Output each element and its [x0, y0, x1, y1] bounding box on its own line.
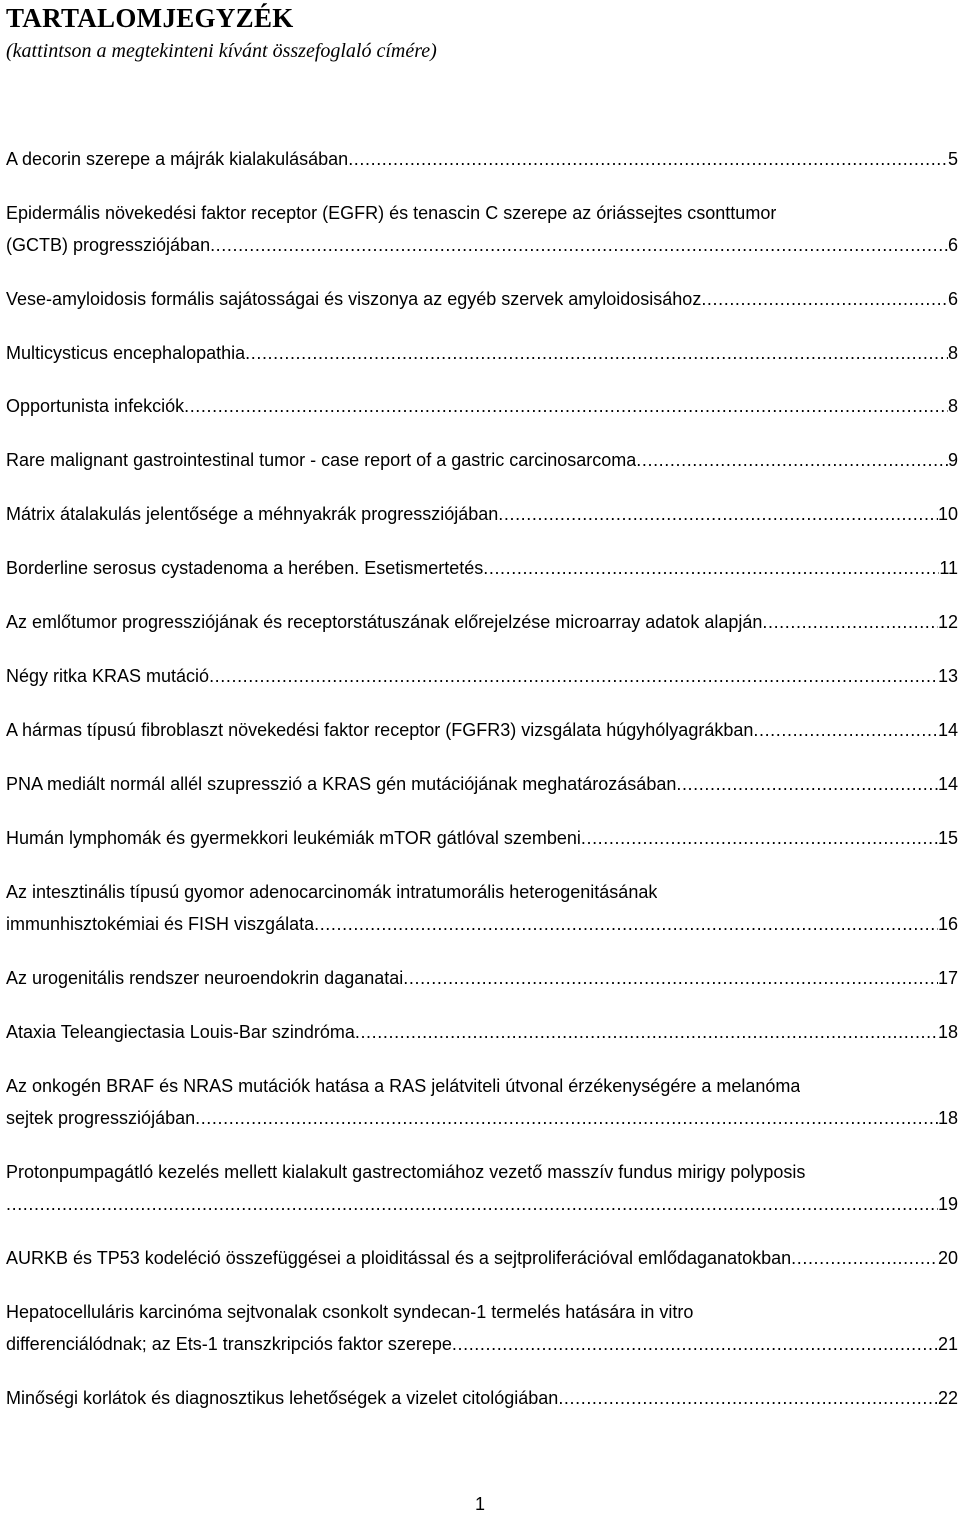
toc-entry-title: Az onkogén BRAF és NRAS mutációk hatása a RAS jelátviteli útvonal érzékenységére a melanóma	[6, 1076, 801, 1096]
toc-entry-title: A decorin szerepe a májrák kialakulásában	[6, 149, 349, 169]
dot-leader	[581, 823, 938, 853]
toc-entry-title: Az intesztinális típusú gyomor adenocarcinomák intratumorális heterogenitásának	[6, 882, 658, 902]
toc-entry-title: sejtek progressziójában	[6, 1108, 196, 1128]
table-of-contents	[6, 0, 958, 1519]
page-title: TARTALOMJEGYZÉK	[6, 3, 294, 33]
toc-entry-page-number: 13	[937, 666, 958, 686]
toc-entry-title: PNA mediált normál allél szupresszió a KRAS gén mutációjának meghatározásában	[6, 774, 677, 794]
toc-entry-page-number: 18	[937, 1108, 958, 1128]
toc-entry-page-number: 22	[937, 1388, 958, 1408]
toc-entry-title: differenciálódnak; az Ets-1 transzkripciós faktor szerepe	[6, 1334, 452, 1354]
toc-entry-title: Opportunista infekciók	[6, 396, 185, 416]
page-number: 1	[474, 1494, 485, 1514]
dot-leader	[209, 661, 938, 691]
dot-leader	[498, 499, 938, 529]
dot-leader	[701, 284, 948, 314]
page-subtitle: (kattintson a megtekinteni kívánt összefoglaló címére)	[6, 40, 437, 62]
toc-entry-page-number: 14	[937, 774, 958, 794]
toc-entry-page-number: 10	[937, 504, 958, 524]
toc-entry-title: Borderline serosus cystadenoma a herében. Esetismertetés	[6, 558, 484, 578]
toc-entry-page-number: 20	[937, 1248, 958, 1268]
toc-entry-page-number: 16	[937, 914, 958, 934]
toc-entry-title: A hármas típusú fibroblaszt növekedési faktor receptor (FGFR3) vizsgálata húgyhólyagrákban	[6, 720, 754, 740]
dot-leader	[195, 1103, 938, 1133]
dot-leader	[676, 769, 938, 799]
toc-entry-title: Mátrix átalakulás jelentősége a méhnyakrák progressziójában	[6, 504, 499, 524]
toc-entry-page-number: 18	[937, 1022, 958, 1042]
toc-entry-title: Epidermális növekedési faktor receptor (EGFR) és tenascin C szerepe az óriássejtes csonttumor	[6, 203, 777, 223]
toc-entry-page-number: 21	[937, 1334, 958, 1354]
toc-entry-page-number: 6	[947, 289, 958, 309]
dot-leader	[558, 1383, 938, 1413]
dot-leader	[6, 1189, 938, 1219]
toc-entry-title: Rare malignant gastrointestinal tumor - case report of a gastric carcinosarcoma	[6, 450, 637, 470]
toc-entry-page-number: 12	[937, 612, 958, 632]
toc-entry-title: Vese-amyloidosis formális sajátosságai és viszonya az egyéb szervek amyloidosisához	[6, 289, 702, 309]
dot-leader	[483, 553, 939, 583]
toc-entry-title: Minőségi korlátok és diagnosztikus lehetőségek a vizelet citológiában	[6, 1388, 559, 1408]
dot-leader	[791, 1243, 938, 1273]
dot-leader	[452, 1329, 938, 1359]
dot-leader	[348, 144, 948, 174]
dot-leader	[314, 909, 938, 939]
toc-entry-page-number: 6	[947, 235, 958, 255]
dot-leader	[762, 607, 938, 637]
toc-entry-title: Az emlőtumor progressziójának és receptorstátuszának előrejelzése microarray adatok alapján	[6, 612, 763, 632]
toc-entry-title: Ataxia Teleangiectasia Louis-Bar szindróma	[6, 1022, 355, 1042]
dot-leader	[245, 338, 948, 368]
toc-entry-title: Humán lymphomák és gyermekkori leukémiák mTOR gátlóval szembeni	[6, 828, 581, 848]
dot-leader	[184, 391, 948, 421]
toc-entry-page-number: 19	[937, 1194, 958, 1214]
dot-leader	[753, 715, 938, 745]
toc-entry-page-number: 9	[947, 450, 958, 470]
dot-leader	[636, 445, 948, 475]
toc-entry-title: Multicysticus encephalopathia	[6, 343, 246, 363]
toc-entry-title: AURKB és TP53 kodeléció összefüggései a ploiditással és a sejtproliferációval emlődaganatokban	[6, 1248, 792, 1268]
toc-entry-title: Az urogenitális rendszer neuroendokrin daganatai	[6, 968, 404, 988]
toc-entry-title: (GCTB) progressziójában	[6, 235, 211, 255]
toc-entry-page-number: 5	[947, 149, 958, 169]
dot-leader	[355, 1017, 938, 1047]
toc-entry-page-number: 8	[947, 396, 958, 416]
dot-leader	[210, 230, 948, 260]
toc-entry-page-number: 15	[937, 828, 958, 848]
toc-entry-title: Hepatocelluláris karcinóma sejtvonalak csonkolt syndecan-1 termelés hatására in vitro	[6, 1302, 694, 1322]
toc-entry-page-number: 17	[937, 968, 958, 988]
toc-entry-page-number: 14	[937, 720, 958, 740]
toc-entry-title: Négy ritka KRAS mutáció	[6, 666, 210, 686]
toc-entry-title: immunhisztokémiai és FISH viszgálata	[6, 914, 315, 934]
toc-entry-page-number: 8	[947, 343, 958, 363]
toc-entry-title: Protonpumpagátló kezelés mellett kialakult gastrectomiához vezető masszív fundus mirigy polyposis	[6, 1162, 806, 1182]
toc-entry-page-number: 11	[939, 558, 958, 578]
dot-leader	[403, 963, 938, 993]
